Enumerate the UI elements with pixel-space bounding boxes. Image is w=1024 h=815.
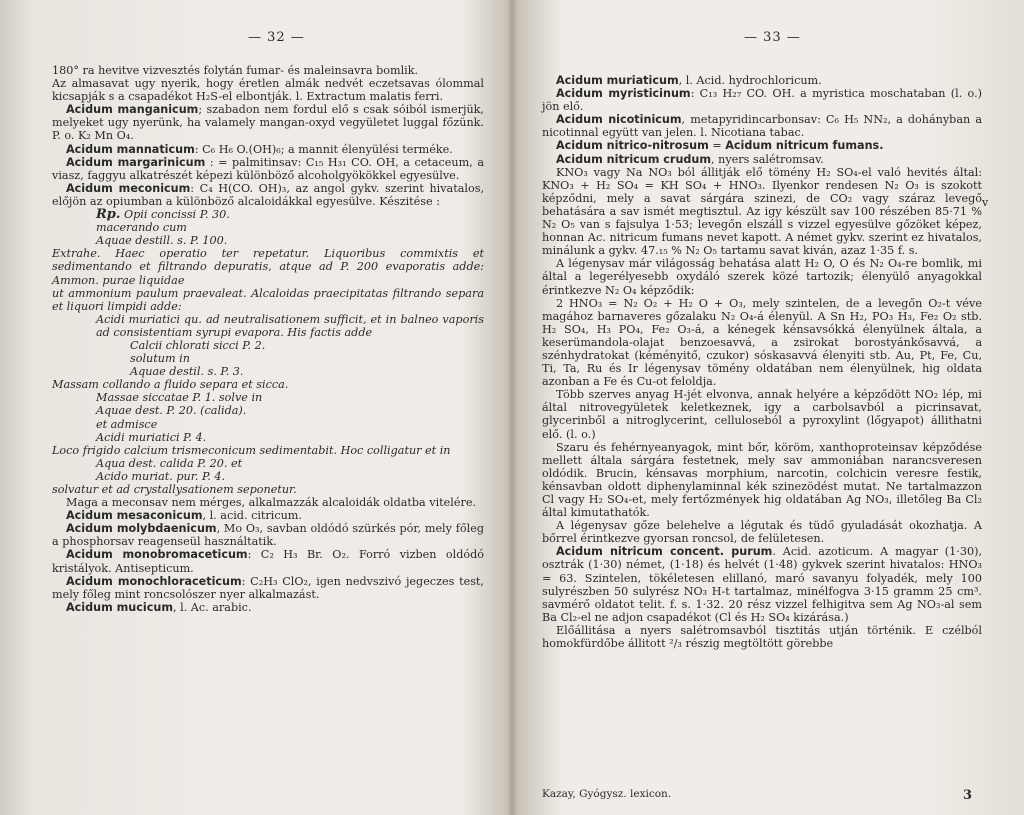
entry-text: , l. Ac. arabic. — [173, 600, 252, 614]
entry-headword: Acidum molybdaenicum — [66, 522, 217, 536]
text-paragraph: Előállitása a nyers salétromsavból tisztitás utján történik. E czélból homokfürdőbe állitott ²/₃ részig megtöltött görebbe — [542, 623, 982, 651]
entry-paragraph — [542, 545, 982, 624]
text-paragraph: KNO₃ vagy Na NO₃ ból állitják elő tömény H₂ SO₄-el való hevités által: KNO₃ + H₂ SO₄ = KH SO₄ + HNO₃. Ilyenkor rendesen N₂ O₃ is szokott képződni, mely a savat sárgára szinezi, de CO₂ vagy száraz levegő behatására a sav ismét megtisztul. Az igy készült sav 100 részében 85·71 % N₂ O₅ van s fajsulya 1·53; levegőn elszáll s vizzel egyesülve gőzöket képez, honnan Ac. nitricum fumans nevet kapott. A német gykv. szerint ez hivatalos, minálunk a gykv. 47.₁₅ % N₂ O₅ tartamu savat kiván, azaz 1·35 f. s. — [542, 165, 982, 258]
text-paragraph: Maga a meconsav nem mérges, alkalmazzák alcaloidák oldatba vitelére. — [66, 496, 477, 510]
entry-paragraph — [52, 182, 484, 208]
entry-text: ; szabadon nem fordul elő s csak sóiból ismerjük, melyeket ugy nyerünk, ha valamely mangan-oxyd vegyületet luggal főzünk. P. o. K₂ Mn O₄. — [52, 103, 484, 143]
entry-paragraph — [542, 153, 982, 166]
recipe-line: Massae siccatae P. 1. solve in — [96, 391, 263, 405]
entry-text: . Acid. azoticum. A magyar (1·30), osztrák (1·30) német, (1·18) és helvét (1·48) gykvek szerint hivatalos: HNO₃ = 63. Szintelen, tökéletesen elillanó, maró savanyu folyadék, mely 100 sulyrészben 50 sulyrész NO₃ H-t tartalmaz, minélfogva 3·15 gramm 25 cm³. savmérő oldatot telit. f. s. 1·32. 20 rész vizzel felhigitva sem Ag NO₃-al sem Ba Cl₂-el ne adjon csapadékot (Cl és H₂ SO₄ kizárása.) — [542, 545, 982, 624]
entry-paragraph — [542, 139, 982, 152]
recipe-line: solvatur et ad crystallysationem seponetur. — [52, 483, 297, 496]
entry-headword: Acidum mesaconicum — [66, 509, 203, 523]
text-paragraph: 2 HNO₃ = N₂ O₂ + H₂ O + O₃, mely szintelen, de a levegőn O₂-t véve magához barnaveres gőzalaku N₂ O₄-á élenyül. A Sn H₂, PO₃ H₃, Fe₂ O₂ stb. H₂ SO₄, H₃ PO₄, Fe₂ O₃-á, a kénegek kénsavsókká élenyülnek általa, a keserümandola-olajat benzoesavvá, a zsirokat borostyánkősavvá, a szénhydratokat (kéményitő, czukor) sóskasavvá élenyiti stb. Au, Pt, Fe, Cu, Ti, Ta, Ru és Ir légenysav tömény oldatában nem élenyülnek, hig oldata azonban a Fe és Cu-ot feloldja. — [542, 296, 982, 389]
text-paragraph: Több szerves anyag H-jét elvonva, annak helyére a képződött NO₂ lép, mi által nitrovegyületek keletkeznek, igy a carbolsavból a picrinsavat, glycerinből a nitroglycerint, celluloseból a pyroxylint (lőgyapot) állithatni elő. (l. o.) — [542, 388, 982, 441]
text-paragraph: 180° ra hevitve vizvesztés folytán fumar- és maleinsavra bomlik. — [52, 64, 419, 77]
entry-paragraph — [52, 575, 484, 601]
entry-text: : C₁₃ H₂₇ CO. OH. a myristica moschataban (l. o.) jön elő. — [542, 87, 982, 114]
page-number: — 33 — — [744, 30, 801, 45]
left-text-column — [52, 64, 484, 614]
entry-headword: Acidum margarinicum — [66, 155, 206, 169]
right-page — [512, 0, 1024, 815]
entry-text: : C₄ H(CO. OH)₃, az angol gykv. szerint hivatalos, előjön az opiumban a különböző alcaloidákkal egyesülve. Készitése : — [52, 181, 484, 208]
entry-headword: Acidum muriaticum — [556, 74, 679, 87]
entry-headword: Acidum myristicinum — [556, 87, 691, 101]
entry-headword: Acidum manganicum — [66, 103, 199, 117]
text-paragraph: A légenysav már világosság behatása alatt H₂ O, O és N₂ O₄-re bomlik, mi által a legerélyesebb oxydáló szerek közé tartozik; élenyülő anyagokkal érintkezve N₂ O₄ képződik: — [542, 257, 982, 297]
entry-headword: Acidum monochloraceticum — [66, 574, 242, 588]
recipe-line — [52, 208, 484, 221]
recipe-line: ut ammonium paulum praevaleat. Alcaloidas praecipitatas filtrando separa et liquori limpidi adde: — [52, 286, 484, 313]
entry-text: , nyers salétromsav. — [711, 152, 824, 166]
text-paragraph: Szaru és fehérnyeanyagok, mint bőr, köröm, xanthoproteinsav képződése mellett általa sárgára festetnek, mely sav ammoniában narancsveresen oldódik. Brucin, kénsavas morphium, narcotin, colchicin veresre festik, kénsavban oldott diphenylaminnal kék szinezödést mutat. Ne tartalmazzon Cl vagy H₂ SO₄-et, mely fertőzmények hig oldatában Ag NO₃, illetőleg Ba Cl₂ által kimutathatók. — [542, 440, 982, 520]
right-text-column — [542, 74, 982, 650]
text-paragraph: A légenysav gőze belehelve a légutak és tüdő gyuladását okozhatja. A bőrrel érintkezve gyorsan roncsol, de felületesen. — [542, 519, 982, 546]
recipe-line: macerando cum — [96, 221, 187, 235]
entry-paragraph — [542, 113, 982, 139]
recipe-line: solutum in — [130, 352, 190, 366]
text-paragraph: Az almasavat ugy nyerik, hogy éretlen almák nedvét eczetsavas ólommal kicsapják s a csapadékot H₂S-el elbontják. l. Extractum malatis ferri. — [52, 77, 484, 104]
entry-text: : = palmitinsav: C₁₅ H₃₁ CO. OH, a cetaceum, a viasz, faggyu alkatrészét képezi különböző alcoholgyökökkel egyesülve. — [52, 155, 484, 182]
entry-text: = — [708, 139, 726, 153]
entry-headword: Acidum mucicum — [66, 600, 173, 614]
entry-headword: Acidum nitricum crudum — [556, 152, 712, 166]
entry-headword: Acidum mannaticum — [66, 142, 195, 156]
recipe-line: Loco frigido calcium trismeconicum sedimentabit. Hoc colligatur et in — [52, 443, 451, 457]
recipe-line: Aqua dest. calida P. 20. et — [96, 456, 243, 470]
page-number: — 32 — — [248, 30, 305, 45]
entry-paragraph — [52, 143, 484, 156]
recipe-line: Acidi muriatici qu. ad neutralisationem sufficit, et in balneo vaporis ad consistentiam syrupi evapora. His factis adde — [96, 312, 484, 339]
entry-paragraph — [542, 87, 982, 113]
recipe-line: Massam collando a fluido separa et sicca. — [52, 378, 289, 392]
recipe-line: et admisce — [96, 417, 158, 431]
recipe-line: Aquae destill. s. P. 100. — [96, 234, 228, 248]
recipe-mark: Rp. — [96, 207, 121, 223]
entry-headword: Acidum nicotinicum — [556, 113, 682, 127]
entry-paragraph — [52, 103, 484, 142]
recipe-line: Extrahe. Haec operatio ter repetatur. Liquoribus commixtis et sedimentando et filtrando depuratis, atque ad P. 200 evaporatis adde: Ammon. purae liquidae — [52, 247, 484, 287]
recipe-line: Acido muriat. pur. P. 4. — [96, 469, 226, 483]
entry-text: : C₂H₃ ClO₂, igen nedvszivó jegeczes test, mely főleg mint roncsolószer nyer alkalmazást. — [52, 574, 484, 601]
entry-text: , metapyridincarbonsav: C₆ H₅ NN₂, a dohányban a nicotinnal együtt van jelen. l. Nicotiana tabac. — [542, 113, 982, 140]
entry-text: : C₆ H₆ O.(OH)₆; a mannit élenyülési terméke. — [194, 142, 453, 156]
recipe-text: Opii concissi P. 30. — [120, 208, 230, 222]
entry-paragraph — [52, 522, 484, 548]
entry-paragraph — [52, 548, 484, 574]
page-footer — [542, 788, 972, 803]
entry-text: , l. Acid. hydrochloricum. — [678, 74, 822, 87]
entry-text: , Mo O₃, savban oldódó szürkés pór, mely főleg a phosphorsav reagenseül használtatik. — [52, 522, 484, 549]
entry-crossref: Acidum nitricum fumans. — [725, 139, 884, 153]
entry-headword: Acidum monobromaceticum — [66, 548, 248, 562]
entry-headword: Acidum meconicum — [66, 181, 191, 195]
entry-headword: Acidum nitricum concent. purum — [556, 545, 773, 559]
recipe-line: Acidi muriatici P. 4. — [96, 430, 207, 444]
entry-text: : C₂ H₃ Br. O₂. Forró vizben oldódó kristályok. Antisepticum. — [52, 548, 485, 575]
footer-source: Kazay, Gyógysz. lexicon. — [542, 788, 672, 800]
entry-paragraph — [52, 156, 484, 182]
entry-paragraph — [52, 601, 484, 614]
entry-text: , l. acid. citricum. — [202, 509, 302, 523]
entry-paragraph — [52, 509, 484, 522]
recipe-line: Calcii chlorati sicci P. 2. — [130, 338, 266, 352]
recipe-line: Aquae dest. P. 20. (calida). — [96, 404, 247, 418]
recipe-line: Aquae destil. s. P. 3. — [130, 365, 244, 379]
margin-mark: v — [982, 196, 989, 209]
signature-number: 3 — [962, 788, 972, 803]
entry-paragraph — [542, 74, 982, 87]
entry-headword: Acidum nitrico-nitrosum — [556, 139, 709, 153]
